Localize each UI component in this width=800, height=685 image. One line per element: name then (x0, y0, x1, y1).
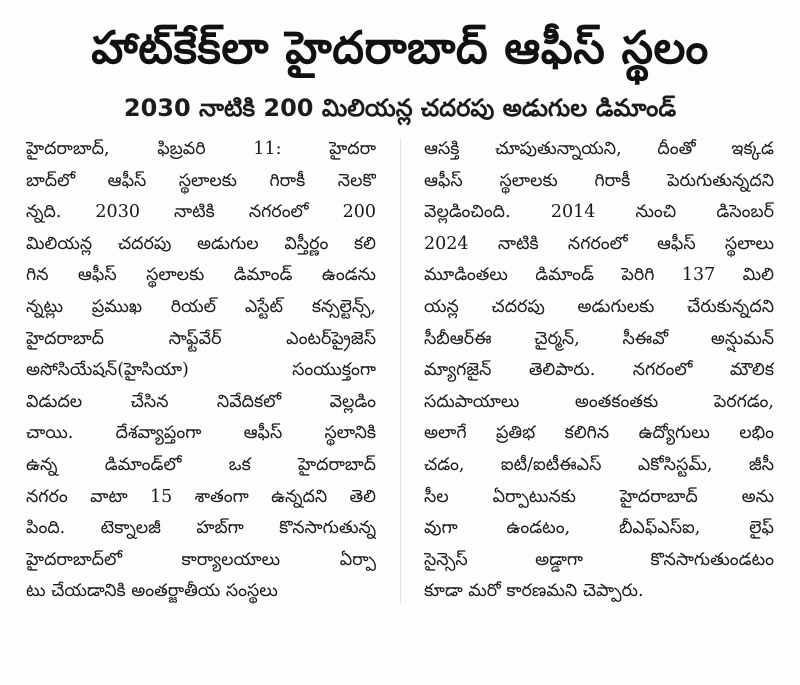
article-text-line: ఆసక్తి చూపుతున్నాయని, దీంతో ఇక్కడ (424, 139, 774, 159)
left-column (26, 134, 376, 608)
article-text-line: సైన్సెస్ అడ్డాగా కొనసాగుతుండటం (424, 549, 774, 570)
article-text-line: అలాగే ప్రతిభ కలిగిన ఉద్యోగులు లభిం (424, 423, 774, 444)
article-text-line: చడం, ఐటీ/ఐటీఈఎస్ ఎకోసిస్టమ్, జీసీ (424, 454, 774, 475)
article-text-line: బాద్‌లో ఆఫీస్ స్థలాలకు గిరాకీ నెలకొ (26, 170, 376, 191)
article-text-line: హైదరాబాద్, ఫిబ్రవరి 11: హైదరా (26, 139, 376, 159)
article-text-line: వుగా ఉండటం, బీఎఫ్ఎస్ఐ, లైఫ్ (424, 518, 774, 539)
article-text-line: గిన ఆఫీస్ స్థలాలకు డిమాండ్ ఉండను (26, 265, 376, 286)
article-text-line: కూడా మరో కారణమని చెప్పారు. (424, 581, 644, 602)
article-text-line: మూడింతలు డిమాండ్ పెరిగి 137 మిలి (424, 265, 774, 286)
article-text-line: విడుదల చేసిన నివేదికలో వెల్లడిం (26, 391, 376, 412)
article-text-line: వెల్లడించింది. 2014 నుంచి డిసెంబర్ (424, 202, 774, 223)
article-text-line: సీబీఆర్‌ఈ చైర్మన్, సీఈవో అన్షుమన్ (424, 328, 774, 349)
article-text-line: మిలియన్ల చదరపు అడుగుల విస్తీర్ణం కలి (26, 233, 376, 254)
article-text-line: అసోసియేషన్(హైసియా) సంయుక్తంగా (26, 360, 376, 381)
article-text-line: న్నట్లు ప్రముఖ రియల్ ఎస్టేట్ కన్సల్టెన్స్, (26, 296, 376, 317)
article-text-line: టు చేయడానికి అంతర్జాతీయ సంస్థలు (26, 581, 278, 602)
article-text-line: నగరం వాటా 15 శాతంగా ఉన్నదని తెలి (26, 486, 376, 507)
article-text-line: సదుపాయాలు అంతకంతకు పెరగడం, (424, 391, 774, 412)
article-text-line: 2024 నాటికి నగరంలో ఆఫీస్ స్థలాలు (424, 233, 774, 254)
headline: హాట్‌కేక్‌లా హైదరాబాద్ ఆఫీస్ స్థలం (91, 21, 709, 74)
article-text-line: చాయి. దేశవ్యాప్తంగా ఆఫీస్ స్థలానికి (26, 423, 376, 444)
article-text-line: మ్యాగజైన్ తెలిపారు. నగరంలో మౌలిక (424, 360, 774, 381)
article-body (26, 134, 774, 608)
article-text-line: హైదరాబాద్ సాఫ్ట్‌వేర్ ఎంటర్‌ప్రైజెస్ (26, 328, 376, 349)
article-text-line: ఉన్న డిమాండ్‌లో ఒక హైదరాబాద్ (26, 454, 376, 475)
column-divider (400, 138, 401, 604)
right-column (424, 134, 774, 608)
article-text-line: న్నది. 2030 నాటికి నగరంలో 200 (26, 202, 376, 223)
subheadline: 2030 నాటికి 200 మిలియన్ల చదరపు అడుగుల డిమాండ్ (123, 94, 677, 122)
article-text-line: సీల ఏర్పాటునకు హైదరాబాద్ అను (424, 486, 774, 507)
article-text-line: పింది. టెక్నాలజీ హబ్‌గా కొనసాగుతున్న (26, 518, 376, 539)
article-text-line: హైదరాబాద్‌లో కార్యాలయాలు ఏర్పా (26, 549, 376, 570)
article-text-line: ఆఫీస్ స్థలాలకు గిరాకీ పెరుగుతున్నదని (424, 170, 774, 191)
article-text-line: యన్ల చదరపు అడుగులకు చేరుకున్నదని (424, 296, 774, 317)
